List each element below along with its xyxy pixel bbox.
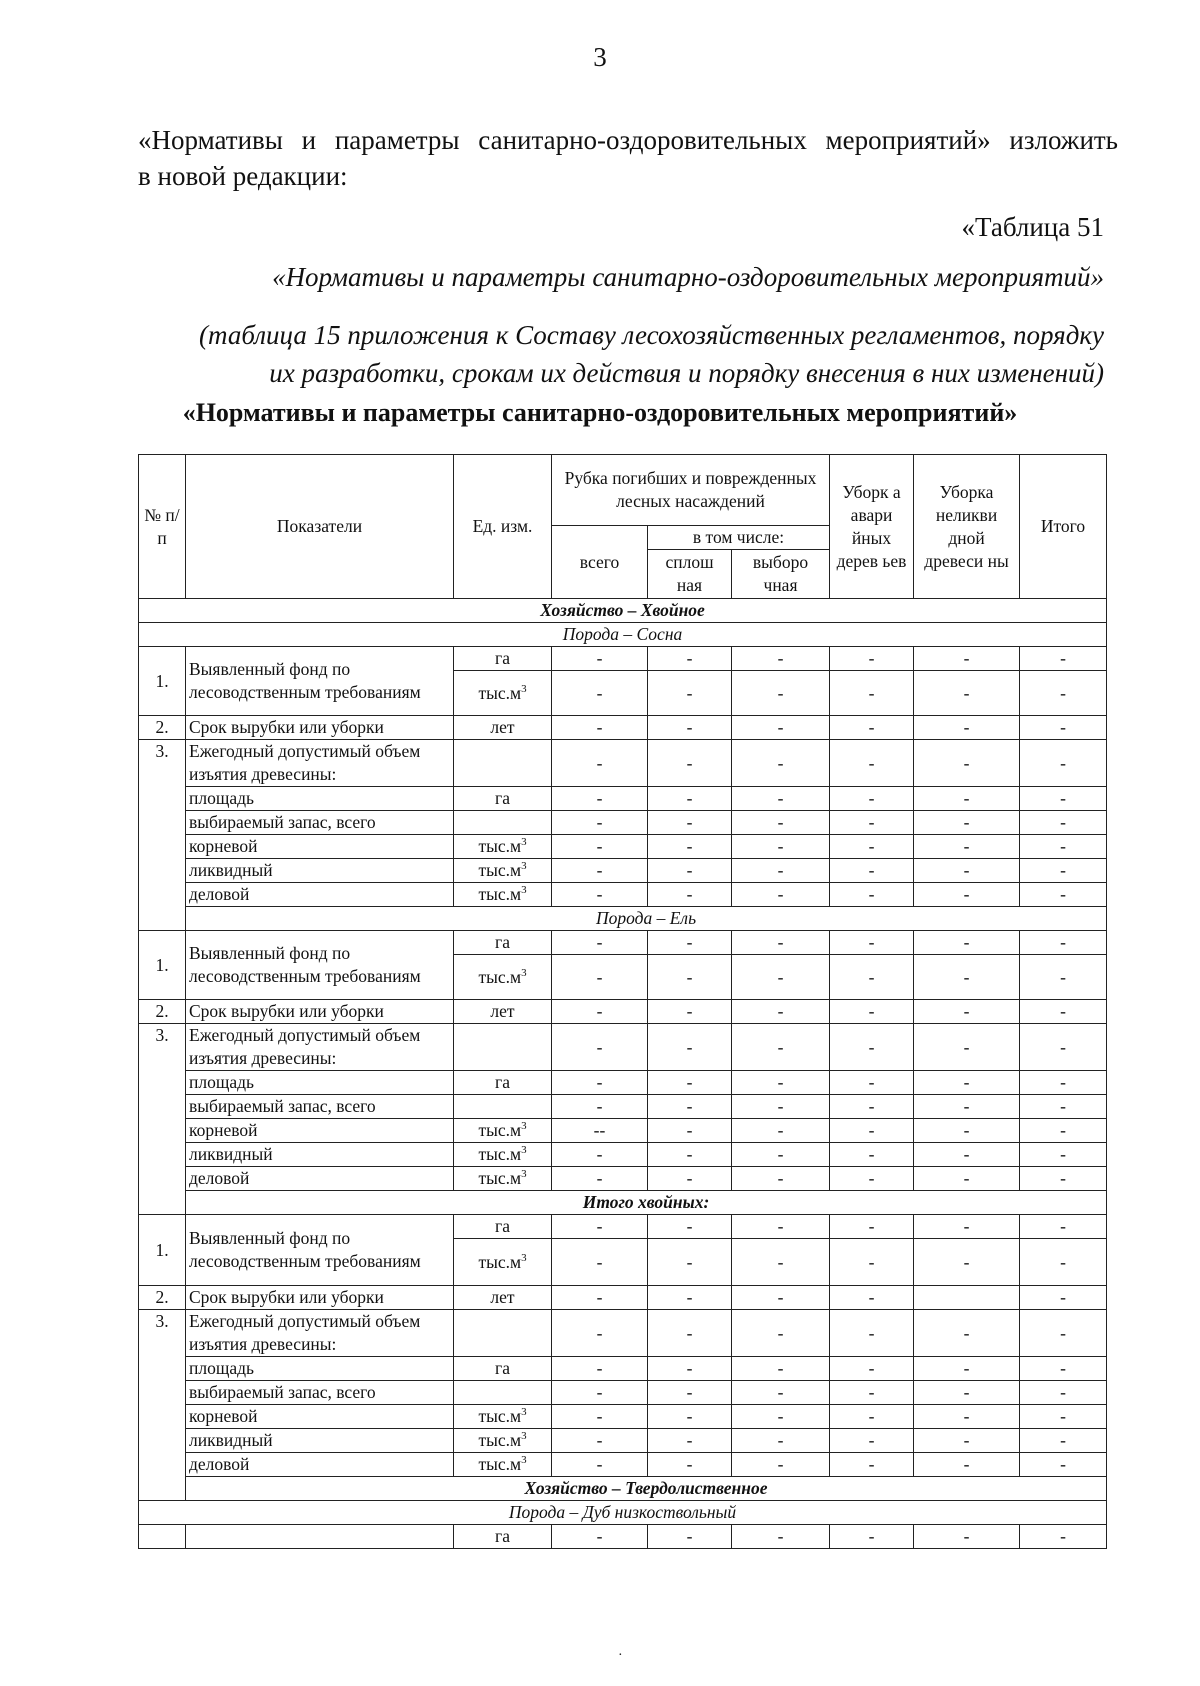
value-cell: - xyxy=(830,931,914,955)
value-cell: - xyxy=(648,1143,732,1167)
value-cell: - xyxy=(648,955,732,1000)
row-label: ликвидный xyxy=(186,1143,454,1167)
value-cell: - xyxy=(1020,883,1107,907)
value-cell: - xyxy=(830,1310,914,1357)
value-cell: - xyxy=(648,1405,732,1429)
value-cell: - xyxy=(552,1071,648,1095)
unit-cell: га xyxy=(454,931,552,955)
header-felling: Рубка погибших и поврежденных лесных насаждений xyxy=(552,455,830,526)
subsection-header: Порода – Дуб низкоствольный xyxy=(139,1501,1107,1525)
value-cell: - xyxy=(648,740,732,787)
value-cell: - xyxy=(914,787,1020,811)
value-cell: - xyxy=(648,1429,732,1453)
value-cell: - xyxy=(830,1381,914,1405)
value-cell: - xyxy=(552,1453,648,1477)
table-title: «Нормативы и параметры санитарно-оздоровительных мероприятий» xyxy=(182,398,1018,427)
value-cell: - xyxy=(552,671,648,716)
value-cell: - xyxy=(914,1024,1020,1071)
subsection-header: Порода – Сосна xyxy=(139,623,1107,647)
value-cell: - xyxy=(830,1167,914,1191)
value-cell: - xyxy=(1020,740,1107,787)
value-cell: - xyxy=(732,1143,830,1167)
value-cell: - xyxy=(1020,1525,1107,1549)
value-cell: - xyxy=(552,1429,648,1453)
row-num xyxy=(139,1525,186,1549)
italic-title: «Нормативы и параметры санитарно-оздоровительных мероприятий» xyxy=(272,262,1104,292)
value-cell: - xyxy=(732,859,830,883)
unit-cell: га xyxy=(454,1071,552,1095)
unit-cell: $тыс.м^3$ xyxy=(454,1405,552,1429)
value-cell: - xyxy=(732,647,830,671)
unit-cell: $тыс.м^3$ xyxy=(454,1119,552,1143)
row-num: 2. xyxy=(139,1286,186,1310)
value-cell: - xyxy=(732,1357,830,1381)
value-cell: - xyxy=(1020,1119,1107,1143)
value-cell: - xyxy=(552,883,648,907)
value-cell: - xyxy=(552,859,648,883)
value-cell: - xyxy=(830,647,914,671)
value-cell: - xyxy=(1020,1143,1107,1167)
value-cell: - xyxy=(552,1405,648,1429)
value-cell: - xyxy=(732,1024,830,1071)
value-cell: - xyxy=(732,883,830,907)
value-cell: - xyxy=(1020,1215,1107,1239)
header-clear: сплош ная xyxy=(648,550,732,599)
row-label: Выявленный фонд по лесоводственным требованиям xyxy=(186,931,454,1000)
value-cell: - xyxy=(1020,1429,1107,1453)
row-label: площадь xyxy=(186,787,454,811)
value-cell: - xyxy=(732,716,830,740)
value-cell: - xyxy=(648,1310,732,1357)
value-cell: - xyxy=(552,647,648,671)
unit-cell: лет xyxy=(454,716,552,740)
unit-cell: $тыс.м^3$ xyxy=(454,1239,552,1286)
unit-cell: га xyxy=(454,1215,552,1239)
unit-cell: $тыс.м^3$ xyxy=(454,955,552,1000)
unit-cell: $тыс.м^3$ xyxy=(454,835,552,859)
italic-subtitle-line-1: (таблица 15 приложения к Составу лесохозяйственных регламентов, порядку xyxy=(199,320,1104,350)
row-label: корневой xyxy=(186,1119,454,1143)
subsection-header: Порода – Ель xyxy=(186,907,1107,931)
value-cell: - xyxy=(1020,1286,1107,1310)
unit-cell: $тыс.м^3$ xyxy=(454,883,552,907)
value-cell: - xyxy=(732,1239,830,1286)
value-cell: - xyxy=(648,859,732,883)
value-cell: - xyxy=(830,716,914,740)
value-cell: - xyxy=(732,787,830,811)
value-cell: - xyxy=(1020,1167,1107,1191)
value-cell: - xyxy=(732,1215,830,1239)
row-num: 1. xyxy=(139,1215,186,1286)
value-cell: - xyxy=(648,787,732,811)
row-label: Ежегодный допустимый объем изъятия древесины: xyxy=(186,740,454,787)
unit-cell xyxy=(454,1095,552,1119)
value-cell: - xyxy=(648,1071,732,1095)
value-cell: - xyxy=(914,835,1020,859)
value-cell: - xyxy=(914,1095,1020,1119)
value-cell: - xyxy=(648,671,732,716)
row-label: выбираемый запас, всего xyxy=(186,811,454,835)
value-cell: - xyxy=(914,647,1020,671)
row-label: выбираемый запас, всего xyxy=(186,1095,454,1119)
unit-cell: лет xyxy=(454,1000,552,1024)
value-cell: - xyxy=(1020,931,1107,955)
table-reference: «Таблица 51 xyxy=(961,212,1104,242)
unit-cell: га xyxy=(454,1525,552,1549)
value-cell: - xyxy=(1020,811,1107,835)
value-cell: - xyxy=(648,811,732,835)
value-cell: - xyxy=(732,835,830,859)
value-cell: - xyxy=(552,835,648,859)
value-cell: - xyxy=(648,1095,732,1119)
value-cell: - xyxy=(1020,671,1107,716)
value-cell: - xyxy=(914,1143,1020,1167)
stray-mark: · xyxy=(618,1648,623,1663)
row-label: деловой xyxy=(186,883,454,907)
value-cell: - xyxy=(830,1143,914,1167)
unit-cell: га xyxy=(454,1357,552,1381)
value-cell: - xyxy=(552,740,648,787)
unit-cell: га xyxy=(454,647,552,671)
unit-cell xyxy=(454,1310,552,1357)
header-including: в том числе: xyxy=(648,526,830,550)
value-cell: - xyxy=(732,955,830,1000)
intro-line-1: «Нормативы и параметры санитарно-оздоровительных мероприятий» изложить xyxy=(138,125,1118,155)
value-cell: - xyxy=(914,931,1020,955)
value-cell: - xyxy=(552,1095,648,1119)
value-cell: - xyxy=(552,1024,648,1071)
value-cell: - xyxy=(732,1381,830,1405)
value-cell: - xyxy=(732,1429,830,1453)
row-label: Ежегодный допустимый объем изъятия древесины: xyxy=(186,1310,454,1357)
italic-subtitle xyxy=(124,316,1104,392)
header-total: Итого xyxy=(1020,455,1107,599)
header-all: всего xyxy=(552,526,648,599)
row-label: Выявленный фонд по лесоводственным требованиям xyxy=(186,1215,454,1286)
norms-table xyxy=(138,454,1107,1549)
value-cell: - xyxy=(830,955,914,1000)
value-cell: - xyxy=(732,671,830,716)
value-cell: - xyxy=(552,955,648,1000)
value-cell: - xyxy=(648,1167,732,1191)
value-cell: - xyxy=(830,1095,914,1119)
value-cell: - xyxy=(648,883,732,907)
value-cell: - xyxy=(552,716,648,740)
value-cell: - xyxy=(830,1525,914,1549)
value-cell: - xyxy=(648,1381,732,1405)
value-cell: - xyxy=(648,1215,732,1239)
row-label: Выявленный фонд по лесоводственным требованиям xyxy=(186,647,454,716)
value-cell: - xyxy=(914,1215,1020,1239)
value-cell: - xyxy=(1020,1095,1107,1119)
value-cell: - xyxy=(914,1119,1020,1143)
value-cell: - xyxy=(1020,1024,1107,1071)
header-selective: выборо чная xyxy=(732,550,830,599)
value-cell: - xyxy=(1020,787,1107,811)
value-cell: - xyxy=(552,1143,648,1167)
value-cell: - xyxy=(732,1310,830,1357)
value-cell: - xyxy=(732,1071,830,1095)
value-cell: - xyxy=(552,1381,648,1405)
value-cell: - xyxy=(552,1357,648,1381)
value-cell: - xyxy=(830,1239,914,1286)
unit-cell xyxy=(454,1024,552,1071)
value-cell: - xyxy=(1020,835,1107,859)
row-num: 3. xyxy=(139,1024,186,1215)
row-num: 2. xyxy=(139,716,186,740)
row-label: Срок вырубки или уборки xyxy=(186,1286,454,1310)
value-cell: - xyxy=(830,1453,914,1477)
value-cell: - xyxy=(732,1167,830,1191)
value-cell: - xyxy=(732,811,830,835)
value-cell: - xyxy=(552,931,648,955)
value-cell: - xyxy=(732,931,830,955)
row-label: ликвидный xyxy=(186,1429,454,1453)
row-label: корневой xyxy=(186,835,454,859)
header-emergency: Уборк а авари йных дерев ьев xyxy=(830,455,914,599)
value-cell: - xyxy=(830,1215,914,1239)
row-label: корневой xyxy=(186,1405,454,1429)
value-cell: - xyxy=(1020,859,1107,883)
value-cell: - xyxy=(648,1119,732,1143)
value-cell: - xyxy=(914,1239,1020,1286)
unit-cell: $тыс.м^3$ xyxy=(454,671,552,716)
unit-cell: $тыс.м^3$ xyxy=(454,1429,552,1453)
value-cell: - xyxy=(830,1405,914,1429)
value-cell: -- xyxy=(552,1119,648,1143)
unit-cell: га xyxy=(454,787,552,811)
value-cell: - xyxy=(1020,716,1107,740)
italic-subtitle-line-2: их разработки, срокам их действия и порядку внесения в них изменений) xyxy=(269,358,1104,388)
unit-cell: $тыс.м^3$ xyxy=(454,1167,552,1191)
value-cell: - xyxy=(732,1095,830,1119)
value-cell: - xyxy=(830,835,914,859)
row-label: Срок вырубки или уборки xyxy=(186,1000,454,1024)
value-cell: - xyxy=(648,1453,732,1477)
page-number: 3 xyxy=(593,42,607,72)
value-cell: - xyxy=(830,859,914,883)
row-num: 1. xyxy=(139,931,186,1000)
value-cell: - xyxy=(830,883,914,907)
value-cell: - xyxy=(914,1071,1020,1095)
value-cell: - xyxy=(648,716,732,740)
value-cell: - xyxy=(552,787,648,811)
value-cell: - xyxy=(552,1286,648,1310)
intro-line-2: в новой редакции: xyxy=(138,161,348,191)
value-cell: - xyxy=(914,1453,1020,1477)
value-cell: - xyxy=(648,1024,732,1071)
value-cell: - xyxy=(914,1310,1020,1357)
value-cell: - xyxy=(648,1357,732,1381)
value-cell: - xyxy=(1020,1357,1107,1381)
value-cell: - xyxy=(830,740,914,787)
value-cell: - xyxy=(732,1453,830,1477)
header-unit: Ед. изм. xyxy=(454,455,552,599)
value-cell: - xyxy=(552,1525,648,1549)
row-num: 3. xyxy=(139,740,186,931)
value-cell: - xyxy=(914,1405,1020,1429)
value-cell: - xyxy=(1020,1453,1107,1477)
row-label: деловой xyxy=(186,1167,454,1191)
unit-cell: $тыс.м^3$ xyxy=(454,1143,552,1167)
value-cell: - xyxy=(732,1286,830,1310)
value-cell: - xyxy=(648,647,732,671)
unit-cell xyxy=(454,811,552,835)
row-label: Ежегодный допустимый объем изъятия древесины: xyxy=(186,1024,454,1071)
value-cell: - xyxy=(732,1000,830,1024)
value-cell: - xyxy=(732,1405,830,1429)
value-cell: - xyxy=(914,1525,1020,1549)
value-cell: - xyxy=(830,1024,914,1071)
intro-paragraph xyxy=(138,122,1118,194)
value-cell: - xyxy=(1020,1239,1107,1286)
value-cell: - xyxy=(648,1239,732,1286)
header-illiquid: Уборка неликви дной древеси ны xyxy=(914,455,1020,599)
value-cell: - xyxy=(552,811,648,835)
value-cell: - xyxy=(732,740,830,787)
value-cell: - xyxy=(1020,1000,1107,1024)
value-cell: - xyxy=(914,811,1020,835)
unit-cell: $тыс.м^3$ xyxy=(454,1453,552,1477)
value-cell: - xyxy=(648,1525,732,1549)
value-cell: - xyxy=(830,1357,914,1381)
value-cell: - xyxy=(552,1215,648,1239)
row-label: площадь xyxy=(186,1071,454,1095)
value-cell xyxy=(914,1286,1020,1310)
unit-cell: лет xyxy=(454,1286,552,1310)
value-cell: - xyxy=(914,1429,1020,1453)
value-cell: - xyxy=(914,1357,1020,1381)
row-label: ликвидный xyxy=(186,859,454,883)
row-label: деловой xyxy=(186,1453,454,1477)
value-cell: - xyxy=(914,1381,1020,1405)
value-cell: - xyxy=(830,787,914,811)
value-cell: - xyxy=(914,671,1020,716)
value-cell: - xyxy=(914,1167,1020,1191)
row-label: площадь xyxy=(186,1357,454,1381)
unit-cell xyxy=(454,740,552,787)
value-cell: - xyxy=(914,955,1020,1000)
value-cell: - xyxy=(1020,1405,1107,1429)
value-cell: - xyxy=(1020,647,1107,671)
value-cell: - xyxy=(830,1000,914,1024)
header-indicators: Показатели xyxy=(186,455,454,599)
value-cell: - xyxy=(1020,1310,1107,1357)
value-cell: - xyxy=(732,1119,830,1143)
row-num: 3. xyxy=(139,1310,186,1501)
value-cell: - xyxy=(830,1119,914,1143)
unit-cell: $тыс.м^3$ xyxy=(454,859,552,883)
section-header: Хозяйство – Хвойное xyxy=(139,599,1107,623)
value-cell: - xyxy=(914,716,1020,740)
value-cell: - xyxy=(830,1429,914,1453)
value-cell: - xyxy=(552,1167,648,1191)
value-cell: - xyxy=(830,811,914,835)
value-cell: - xyxy=(830,671,914,716)
value-cell: - xyxy=(648,835,732,859)
header-num: № п/ п xyxy=(139,455,186,599)
value-cell: - xyxy=(914,740,1020,787)
value-cell: - xyxy=(830,1286,914,1310)
row-label: Срок вырубки или уборки xyxy=(186,716,454,740)
value-cell: - xyxy=(552,1000,648,1024)
row-label: выбираемый запас, всего xyxy=(186,1381,454,1405)
row-num: 2. xyxy=(139,1000,186,1024)
value-cell: - xyxy=(732,1525,830,1549)
value-cell: - xyxy=(914,883,1020,907)
value-cell: - xyxy=(830,1071,914,1095)
row-num: 1. xyxy=(139,647,186,716)
value-cell: - xyxy=(648,931,732,955)
value-cell: - xyxy=(552,1310,648,1357)
row-label xyxy=(186,1525,454,1549)
value-cell: - xyxy=(1020,1071,1107,1095)
value-cell: - xyxy=(914,859,1020,883)
value-cell: - xyxy=(648,1000,732,1024)
value-cell: - xyxy=(648,1286,732,1310)
value-cell: - xyxy=(1020,1381,1107,1405)
value-cell: - xyxy=(552,1239,648,1286)
section-header: Итого хвойных: xyxy=(186,1191,1107,1215)
unit-cell xyxy=(454,1381,552,1405)
section-header: Хозяйство – Твердолиственное xyxy=(186,1477,1107,1501)
value-cell: - xyxy=(914,1000,1020,1024)
value-cell: - xyxy=(1020,955,1107,1000)
